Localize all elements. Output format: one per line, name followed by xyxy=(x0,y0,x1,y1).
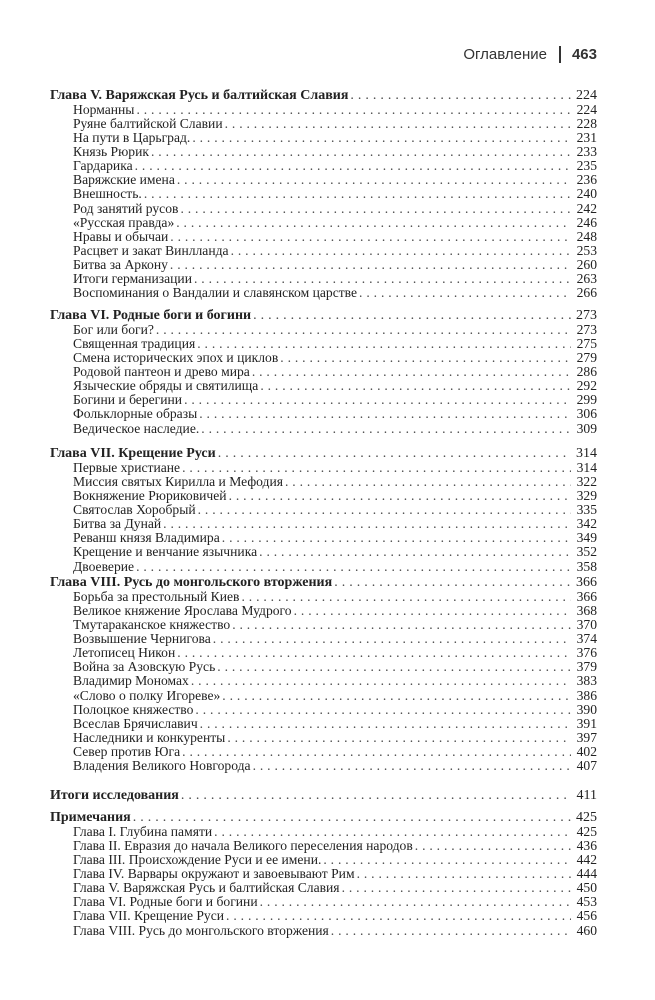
toc-entry-title: Великое княжение Ярослава Мудрого xyxy=(73,604,292,619)
toc-entry-page: 407 xyxy=(576,758,597,773)
toc-entry-page: 391 xyxy=(576,716,597,731)
toc-entry-page: 273 xyxy=(576,309,597,323)
toc-entry-title: Бог или боги? xyxy=(73,323,154,338)
running-header xyxy=(463,46,597,63)
toc-entry-title: Нравы и обычаи xyxy=(73,229,169,244)
toc-entry-page: 442 xyxy=(576,853,597,868)
toc-entry-title: Реванш князя Владимира xyxy=(73,531,220,546)
toc-entry-page: 240 xyxy=(576,187,597,202)
toc-entry-title: Фольклорные образы xyxy=(73,407,198,422)
toc-chapter-entry[interactable] xyxy=(50,309,597,323)
toc-entry-page: 273 xyxy=(576,323,597,338)
toc-entry-page: 402 xyxy=(576,744,597,759)
toc-section-entry[interactable] xyxy=(50,407,597,421)
toc-entry-page: 425 xyxy=(576,825,597,840)
dot-leader xyxy=(253,759,571,773)
dot-leader xyxy=(136,560,571,574)
toc-entry-page: 309 xyxy=(576,421,597,436)
toc-section-entry[interactable] xyxy=(50,258,597,272)
dot-leader xyxy=(181,789,571,803)
toc-section-entry[interactable] xyxy=(50,173,597,187)
toc-section-entry[interactable] xyxy=(50,660,597,674)
page-number: 463 xyxy=(571,46,597,63)
dot-leader xyxy=(259,545,571,559)
toc-chapter-group xyxy=(50,447,597,574)
toc-entry-title: Норманны xyxy=(73,103,135,118)
toc-chapter-group xyxy=(50,89,597,300)
toc-section-entry[interactable] xyxy=(50,337,597,351)
toc-section-entry[interactable] xyxy=(50,286,597,300)
dot-leader xyxy=(192,131,571,145)
toc-entry-page: 386 xyxy=(576,688,597,703)
dot-leader xyxy=(350,89,571,103)
toc-entry-page: 349 xyxy=(576,531,597,546)
toc-entry-title: Глава IV. Варвары окружают и завоевывают Рим xyxy=(73,867,355,882)
toc-section-entry[interactable] xyxy=(50,689,597,703)
dot-leader xyxy=(135,159,571,173)
dot-leader xyxy=(201,422,571,436)
dot-leader xyxy=(222,689,571,703)
toc-entry-title: Примечания xyxy=(50,811,131,825)
toc-entry-page: 279 xyxy=(576,351,597,366)
toc-section-entry[interactable] xyxy=(50,272,597,286)
toc-entry-page: 352 xyxy=(576,545,597,560)
toc-section-entry[interactable] xyxy=(50,895,597,909)
toc-chapter-group xyxy=(50,811,597,938)
toc-entry-page: 292 xyxy=(576,379,597,394)
toc-entry-title: Владимир Мономах xyxy=(73,674,189,689)
toc-chapter-group xyxy=(50,789,597,803)
toc-entry-title: Богини и берегини xyxy=(73,393,183,408)
toc-entry-title: Первые христиане xyxy=(73,461,181,476)
toc-entry-title: Внешность. xyxy=(73,187,142,202)
dot-leader xyxy=(222,531,571,545)
toc-entry-title: Север против Юга xyxy=(73,744,181,759)
toc-section-entry[interactable] xyxy=(50,422,597,436)
dot-leader xyxy=(177,173,571,187)
toc-entry-title: Святослав Хоробрый xyxy=(73,503,196,518)
toc-entry-page: 366 xyxy=(576,590,597,605)
toc-entry-title: Варяжские имена xyxy=(73,173,175,188)
toc-chapter-entry[interactable] xyxy=(50,789,597,803)
toc-entry-title: Битва за Аркону xyxy=(73,257,168,272)
dot-leader xyxy=(213,632,571,646)
toc-chapter-entry[interactable] xyxy=(50,447,597,461)
toc-section-entry[interactable] xyxy=(50,145,597,159)
dot-leader xyxy=(184,393,571,407)
toc-entry-title: Языческие обряды и святилища xyxy=(73,379,259,394)
toc-entry-title: Полоцкое княжество xyxy=(73,702,194,717)
toc-entry-page: 224 xyxy=(576,89,597,103)
toc-entry-title: Глава II. Евразия до начала Великого переселения народов xyxy=(73,839,413,854)
running-header-section: Оглавление xyxy=(463,46,547,63)
toc-entry-page: 266 xyxy=(576,285,597,300)
toc-entry-page: 436 xyxy=(576,839,597,854)
toc-entry-title: Расцвет и закат Винлланда xyxy=(73,243,229,258)
dot-leader xyxy=(260,895,571,909)
toc-section-entry[interactable] xyxy=(50,759,597,773)
dot-leader xyxy=(199,407,571,421)
toc-chapter-entry[interactable] xyxy=(50,89,597,103)
dot-leader xyxy=(156,323,571,337)
toc-entry-title: Итоги германизации xyxy=(73,271,192,286)
toc-entry-page: 233 xyxy=(576,145,597,160)
toc-section-entry[interactable] xyxy=(50,131,597,145)
dot-leader xyxy=(151,145,571,159)
toc-entry-title: Глава VI. Родные боги и богини xyxy=(50,309,252,323)
toc-entry-title: Миссия святых Кирилла и Мефодия xyxy=(73,475,283,490)
toc-entry-page: 224 xyxy=(576,103,597,118)
dot-leader xyxy=(359,286,571,300)
toc-section-entry[interactable] xyxy=(50,646,597,660)
toc-entry-title: Владения Великого Новгорода xyxy=(73,758,251,773)
toc-entry-title: Вокняжение Рюриковичей xyxy=(73,489,227,504)
dot-leader xyxy=(294,604,571,618)
toc-section-entry[interactable] xyxy=(50,159,597,173)
dot-leader xyxy=(229,489,571,503)
toc-entry-page: 376 xyxy=(576,646,597,661)
toc-entry-title: Смена исторических эпох и циклов xyxy=(73,351,279,366)
toc-entry-page: 460 xyxy=(576,923,597,938)
toc-entry-page: 286 xyxy=(576,365,597,380)
toc-section-entry[interactable] xyxy=(50,393,597,407)
toc-entry-title: Глава VI. Родные боги и богини xyxy=(73,895,258,910)
toc-section-entry[interactable] xyxy=(50,839,597,853)
dot-leader xyxy=(331,924,571,938)
toc-section-entry[interactable] xyxy=(50,230,597,244)
toc-entry-page: 366 xyxy=(576,576,597,590)
toc-entry-page: 450 xyxy=(576,881,597,896)
toc-section-entry[interactable] xyxy=(50,560,597,574)
toc-chapter-entry[interactable] xyxy=(50,576,597,590)
toc-section-entry[interactable] xyxy=(50,853,597,867)
toc-entry-title: Тмутараканское княжество xyxy=(73,618,231,633)
dot-leader xyxy=(252,365,571,379)
toc-entry-title: Всеслав Брячиславич xyxy=(73,716,198,731)
toc-entry-page: 246 xyxy=(576,215,597,230)
toc-section-entry[interactable] xyxy=(50,461,597,475)
dot-leader xyxy=(182,461,571,475)
toc-entry-page: 370 xyxy=(576,618,597,633)
dot-leader xyxy=(133,811,571,825)
dot-leader xyxy=(197,337,571,351)
toc-section-entry[interactable] xyxy=(50,187,597,201)
dot-leader xyxy=(144,187,571,201)
dot-leader xyxy=(194,272,571,286)
toc-entry-page: 306 xyxy=(576,407,597,422)
toc-entry-page: 275 xyxy=(576,337,597,352)
toc-entry-title: «Русская правда» xyxy=(73,215,175,230)
toc-entry-page: 314 xyxy=(576,447,597,461)
toc-entry-title: На пути в Царьград. xyxy=(73,131,191,146)
toc-entry-page: 425 xyxy=(576,811,597,825)
dot-leader xyxy=(226,909,571,923)
toc-entry-title: Глава VII. Крещение Руси xyxy=(50,447,216,461)
dot-leader xyxy=(334,576,571,590)
toc-entry-title: Князь Рюрик xyxy=(73,145,149,160)
dot-leader xyxy=(177,646,571,660)
dot-leader xyxy=(241,590,571,604)
toc-section-entry[interactable] xyxy=(50,503,597,517)
toc-entry-page: 368 xyxy=(576,604,597,619)
toc-entry-page: 358 xyxy=(576,559,597,574)
toc-section-entry[interactable] xyxy=(50,351,597,365)
toc-section-entry[interactable] xyxy=(50,379,597,393)
toc-section-entry[interactable] xyxy=(50,202,597,216)
dot-leader xyxy=(200,717,571,731)
toc-section-entry[interactable] xyxy=(50,909,597,923)
toc-entry-page: 390 xyxy=(576,702,597,717)
dot-leader xyxy=(217,660,571,674)
toc-section-entry[interactable] xyxy=(50,590,597,604)
toc-section-entry[interactable] xyxy=(50,703,597,717)
dot-leader xyxy=(323,853,571,867)
toc-section-entry[interactable] xyxy=(50,323,597,337)
toc-section-entry[interactable] xyxy=(50,545,597,559)
toc-entry-page: 322 xyxy=(576,475,597,490)
dot-leader xyxy=(182,745,571,759)
toc-section-entry[interactable] xyxy=(50,117,597,131)
toc-entry-title: Возвышение Чернигова xyxy=(73,632,211,647)
toc-entry-page: 329 xyxy=(576,489,597,504)
dot-leader xyxy=(136,103,571,117)
toc-section-entry[interactable] xyxy=(50,632,597,646)
toc-entry-page: 379 xyxy=(576,660,597,675)
toc-section-entry[interactable] xyxy=(50,745,597,759)
dot-leader xyxy=(170,258,571,272)
dot-leader xyxy=(170,230,571,244)
toc-entry-title: Летописец Никон xyxy=(73,646,176,661)
header-divider xyxy=(559,46,561,63)
toc-entry-title: Гардарика xyxy=(73,159,133,174)
toc-entry-page: 263 xyxy=(576,271,597,286)
toc-entry-title: Воспоминания о Вандалии и славянском царстве xyxy=(73,285,358,300)
toc-section-entry[interactable] xyxy=(50,365,597,379)
toc-entry-page: 342 xyxy=(576,517,597,532)
dot-leader xyxy=(225,117,571,131)
toc-chapter-group xyxy=(50,309,597,436)
dot-leader xyxy=(191,674,571,688)
toc-entry-page: 236 xyxy=(576,173,597,188)
toc-entry-title: Крещение и венчание язычника xyxy=(73,545,258,560)
toc-chapter-entry[interactable] xyxy=(50,811,597,825)
toc-section-entry[interactable] xyxy=(50,489,597,503)
toc-entry-page: 374 xyxy=(576,632,597,647)
toc-entry-title: Наследники и конкуренты xyxy=(73,730,226,745)
toc-entry-page: 228 xyxy=(576,117,597,132)
toc-entry-page: 456 xyxy=(576,909,597,924)
dot-leader xyxy=(218,447,571,461)
toc-entry-title: «Слово о полку Игореве» xyxy=(73,688,221,703)
toc-entry-title: Битва за Дунай xyxy=(73,517,162,532)
toc-entry-title: Руяне балтийской Славии xyxy=(73,117,223,132)
toc-entry-page: 253 xyxy=(576,243,597,258)
toc-entry-page: 260 xyxy=(576,257,597,272)
toc-chapter-group xyxy=(50,576,597,773)
dot-leader xyxy=(260,379,571,393)
toc-entry-page: 453 xyxy=(576,895,597,910)
toc-entry-title: Священная традиция xyxy=(73,337,196,352)
dot-leader xyxy=(232,618,571,632)
toc-entry-page: 299 xyxy=(576,393,597,408)
toc-entry-title: Родовой пантеон и древо мира xyxy=(73,365,250,380)
dot-leader xyxy=(198,503,571,517)
toc-entry-page: 335 xyxy=(576,503,597,518)
toc-entry-page: 231 xyxy=(576,131,597,146)
toc-entry-page: 248 xyxy=(576,229,597,244)
toc-entry-page: 411 xyxy=(576,789,597,803)
toc-entry-title: Двоеверие xyxy=(73,559,135,574)
toc-section-entry[interactable] xyxy=(50,825,597,839)
toc-entry-title: Глава VIII. Русь до монгольского вторжения xyxy=(50,576,333,590)
dot-leader xyxy=(285,475,571,489)
toc-entry-title: Борьба за престольный Киев xyxy=(73,590,240,605)
toc-entry-title: Итоги исследования xyxy=(50,789,179,803)
toc-entry-title: Война за Азовскую Русь xyxy=(73,660,216,675)
toc-section-entry[interactable] xyxy=(50,618,597,632)
toc-entry-title: Глава V. Варяжская Русь и балтийская Славия xyxy=(50,89,349,103)
dot-leader xyxy=(280,351,571,365)
dot-leader xyxy=(214,825,571,839)
toc-entry-title: Глава VII. Крещение Руси xyxy=(73,909,225,924)
toc-section-entry[interactable] xyxy=(50,924,597,938)
toc-section-entry[interactable] xyxy=(50,881,597,895)
toc-section-entry[interactable] xyxy=(50,731,597,745)
toc-entry-page: 314 xyxy=(576,461,597,476)
dot-leader xyxy=(231,244,571,258)
toc-entry-title: Род занятий русов xyxy=(73,201,179,216)
toc-section-entry[interactable] xyxy=(50,216,597,230)
toc-entry-page: 242 xyxy=(576,201,597,216)
toc-section-entry[interactable] xyxy=(50,244,597,258)
dot-leader xyxy=(227,731,571,745)
toc-section-entry[interactable] xyxy=(50,103,597,117)
toc-section-entry[interactable] xyxy=(50,867,597,881)
toc-section-entry[interactable] xyxy=(50,517,597,531)
toc-section-entry[interactable] xyxy=(50,604,597,618)
toc-entry-title: Глава V. Варяжская Русь и балтийская Славия xyxy=(73,881,340,896)
dot-leader xyxy=(163,517,571,531)
dot-leader xyxy=(176,216,571,230)
toc-section-entry[interactable] xyxy=(50,717,597,731)
toc-entry-title: Глава VIII. Русь до монгольского вторжения xyxy=(73,923,329,938)
dot-leader xyxy=(415,839,571,853)
dot-leader xyxy=(195,703,571,717)
toc-entry-title: Глава III. Происхождение Руси и ее имени. xyxy=(73,853,322,868)
toc-section-entry[interactable] xyxy=(50,531,597,545)
toc-entry-title: Ведическое наследие. xyxy=(73,421,200,436)
dot-leader xyxy=(253,309,571,323)
dot-leader xyxy=(357,867,571,881)
toc-entry-title: Глава I. Глубина памяти xyxy=(73,825,213,840)
toc-entry-page: 397 xyxy=(576,730,597,745)
toc-section-entry[interactable] xyxy=(50,674,597,688)
toc-section-entry[interactable] xyxy=(50,475,597,489)
dot-leader xyxy=(180,202,571,216)
dot-leader xyxy=(342,881,571,895)
toc-entry-page: 444 xyxy=(576,867,597,882)
toc-entry-page: 383 xyxy=(576,674,597,689)
toc-entry-page: 235 xyxy=(576,159,597,174)
